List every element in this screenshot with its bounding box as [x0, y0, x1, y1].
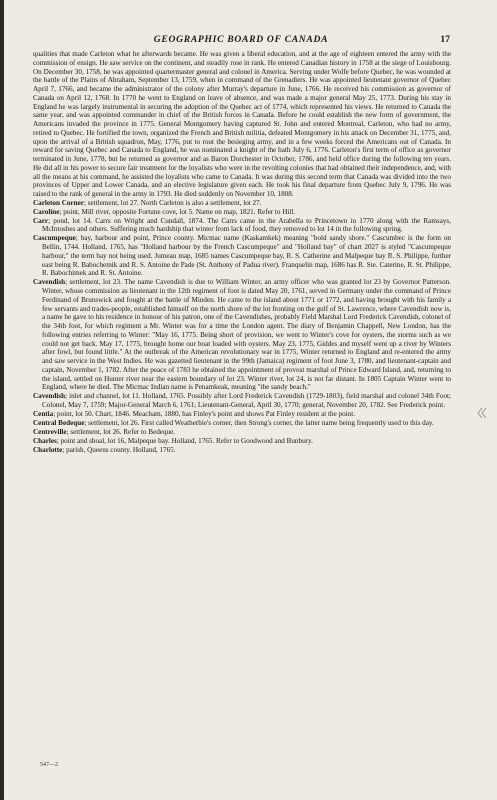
print-code: 547—2: [40, 762, 58, 768]
entry-headword: Cavendish: [33, 278, 66, 287]
page-header: [32, 34, 450, 48]
entry-text: ; parish, Queens county. Holland, 1765.: [62, 445, 176, 454]
scan-edge: [0, 0, 4, 800]
entry-headword: Cascumpeque: [33, 234, 76, 243]
entry-headword: Caroline: [33, 207, 60, 216]
entry-text: ; settlement, lot 26. First called Weatherbie's corner, then Strong's corner, the latter name being frequently used to this day.: [84, 418, 434, 427]
entry-charles: [33, 437, 451, 446]
entry-text: ; inlet and channel, lot 11. Holland, 1765. Possibly after Lord Frederick Cavendish (1729-1803), field marshal and colonel 34th Foot; Colonel, May 7, 1759; Major-General March 6, 1761; Lieutenant-General, April 30, 1770; general, November 20, 1782. See Frederick point.: [42, 392, 451, 409]
entry-central-bedeque: [33, 419, 451, 428]
entry-carleton-corner: [33, 199, 451, 208]
running-head: GEOGRAPHIC BOARD OF CANADA: [153, 34, 329, 45]
entry-headword: Carr: [33, 216, 49, 225]
entry-cascumpeque: [33, 234, 451, 278]
page-number: 17: [440, 34, 450, 45]
entry-headword: Charles: [33, 436, 57, 445]
entry-text: ; point and shoal, lot 16, Malpeque bay. Holland, 1765. Refer to Goodwood and Bunbury.: [56, 436, 313, 445]
entry-text: ; pond, lot 14. Carrs on Wright and Cundall, 1874. The Carrs came in the Arabella to Princetown in 1770 along with the Ramsays, McIntoshes and others. Suffering much hardship that winter from lack of food, they removed to lot 14 in the following spring.: [42, 216, 451, 234]
entry-headword: Cavendish: [33, 392, 66, 401]
entry-headword: Charlotte: [33, 445, 63, 454]
entry-text: ; settlement, lot 26. Refer to Bedeque.: [66, 427, 176, 436]
entry-centia: [33, 410, 451, 419]
entry-text: ; point, lot 50. Chart, 1846. Meacham, 1880, has Finley's point and shows Pat Finley resident at the point.: [53, 409, 355, 418]
entry-text: ; point, Mill river, opposite Fortune cove, lot 5. Name on map, 1821. Refer to Hill.: [59, 207, 296, 216]
entry-text: ; settlement, lot 27. North Carleton is also a settlement, lot 27.: [83, 198, 262, 207]
entry-headword: Central Bedeque: [33, 418, 85, 427]
entry-text: qualities that made Carleton what he afterwards became. He was given a liberal education, and at the age of eighteen entered the army with the commission of ensign. He saw service on the continent, and steadily rose in rank. He entered Canadian history in 1758 at the siege of Louisbourg. On December 30, 1758, he was appointed quartermaster general and colonel in America. Serving under Wolfe before Quebec, he was wounded at the battle of the Plains of Abraham, September 13, 1759, when in command of the Grenadiers. He was appointed lieutenant governor of Quebec April 7, 1766, and became the administrator of the colony after Murray's departure in June, 1766. He received his commission as governor of Canada on April 12, 1768. In 1770 he went to England on leave of absence, and was made a major general May 25, 1773. During his stay in England he was largely instrumental in securing the adoption of the Quebec act of 1774, which represented his views. He returned to Canada the same year, and was appointed commander in chief of the British forces in Canada. Before he could establish the new form of government, the Americans invaded the province in 1775. General Montgomery having captured St. John and entered Montreal, Carleton, who had no army, retired to Quebec. He fortified the town, organized the French and British militia, defeated Montgomery in his attack on December 31, 1775, and, upon the arrival of a British squadron, May, 1776, put to rout the besieging army, and in a few weeks forced the Americans out of Canada. In reward for saving Quebec and Canada to England, he was nominated a knight of the bath July 6, 1776. Carleton's first term of office as governor terminated in June, 1778, but he returned as governor and as Baron Dorchester in October, 1786, and held office during the following ten years. He did all in his power to secure fair treatment for the loyalists who were in the revolting colonies that had obtained their independence, and, with all the means at his command, he assisted the loyalists who came to Canada. It was during this second term that Canada was divided into the two provinces of Upper and Lower Canada, and an elective legislature given each. He took his final departure from Quebec July 9, 1796. He was raised to the rank of general in the army in 1793. He died suddenly on November 10, 1808.: [33, 50, 451, 198]
entry-headword: Centreville: [33, 427, 67, 436]
entry-headword: Centia: [33, 409, 54, 418]
entry-headword: Carleton Corner: [33, 198, 84, 207]
entry-cavendish-inlet: [33, 392, 451, 410]
entry-text: ; settlement, lot 23. The name Cavendish is due to William Winter, an army officer who was granted lot 23 by Governor Patterson. Winter, whose commission as lieutenant in the 12th regiment of foot is dated May 20, 1761, served in Germany under the command of Prince Ferdinand of Brunswick and fought at the battle of Minden. He came to the island about 1771 or 1772, and having brought with his family a few servants and trades-people, established himself on the north shore of the lot fronting on the gulf of St. Lawrence, where Cavendish now is, a name he gave to his residence in honour of his patron, one of the Cavendishes, probably Field Marshal Lord Frederick Cavendish, colonel of the 34th foot, for which regiment a Mr. Winter was for a time the London agent. The diary of Benjamin Chappell, New London, has the following entries referring to Winter: "May 16, 1775. Being short of provision, we went to Winter's cove for oysters, the storms such as we could not get back. May 17, 1775, brought home our boat loaded with oysters. May 23, 1775, Giddes and myself went up a river by Winters after fowl, but found little." At the outbreak of the American revolutionary war in 1775, Winter returned to England and re-entered the army and saw service in the West Indies. He was gazetted lieutenant in the 99th (Jamaica) regiment of foot June 3, 1780, and lieutenant-captain and captain, November 1, 1782. After the peace of 1783 he obtained the appointment of provost marshal of Prince Edward Island, and, returning to the island, settled on Hunter river near the eastern boundary of lot 23. Winter river, lot 24, is not far distant. In 1805 Captain Winter went to England, where he died. The Micmac Indian name is Penamkeak, meaning "the sandy beach.": [42, 278, 451, 392]
entry-carr: [33, 217, 451, 235]
entry-caroline: [33, 208, 451, 217]
entry-text: ; bay, harbour and point, Prince county. Micmac name (Kaskamkek) meaning "bold sandy shore." Cascumbec is the form on Bellin, 1744. Holland, 1765, has "Holland harbour by the French Cascumpeque" and "Holland bay" of chart 2027 is styled "Cascumpeque harbour," the term bay not being used. Jumeau map, 1685 names Cascumpeque bay, R. S. Catherine and Malpeque bay R. S. Philippe, further east being R. Babochemik and R. S. Antoine de Pade (St. Anthony of Padua river). Franquelin map, 1686 has R. Ste. Caterine, R. St. Philippe, R. Babochimek and R. St. Antoine.: [42, 234, 451, 278]
entry-continuation: [33, 50, 451, 199]
entry-cavendish-settlement: [33, 278, 451, 392]
gazetteer-entries: [33, 50, 451, 454]
margin-pencil-mark: [476, 406, 490, 420]
entry-charlotte: [33, 446, 451, 455]
entry-centreville: [33, 428, 451, 437]
